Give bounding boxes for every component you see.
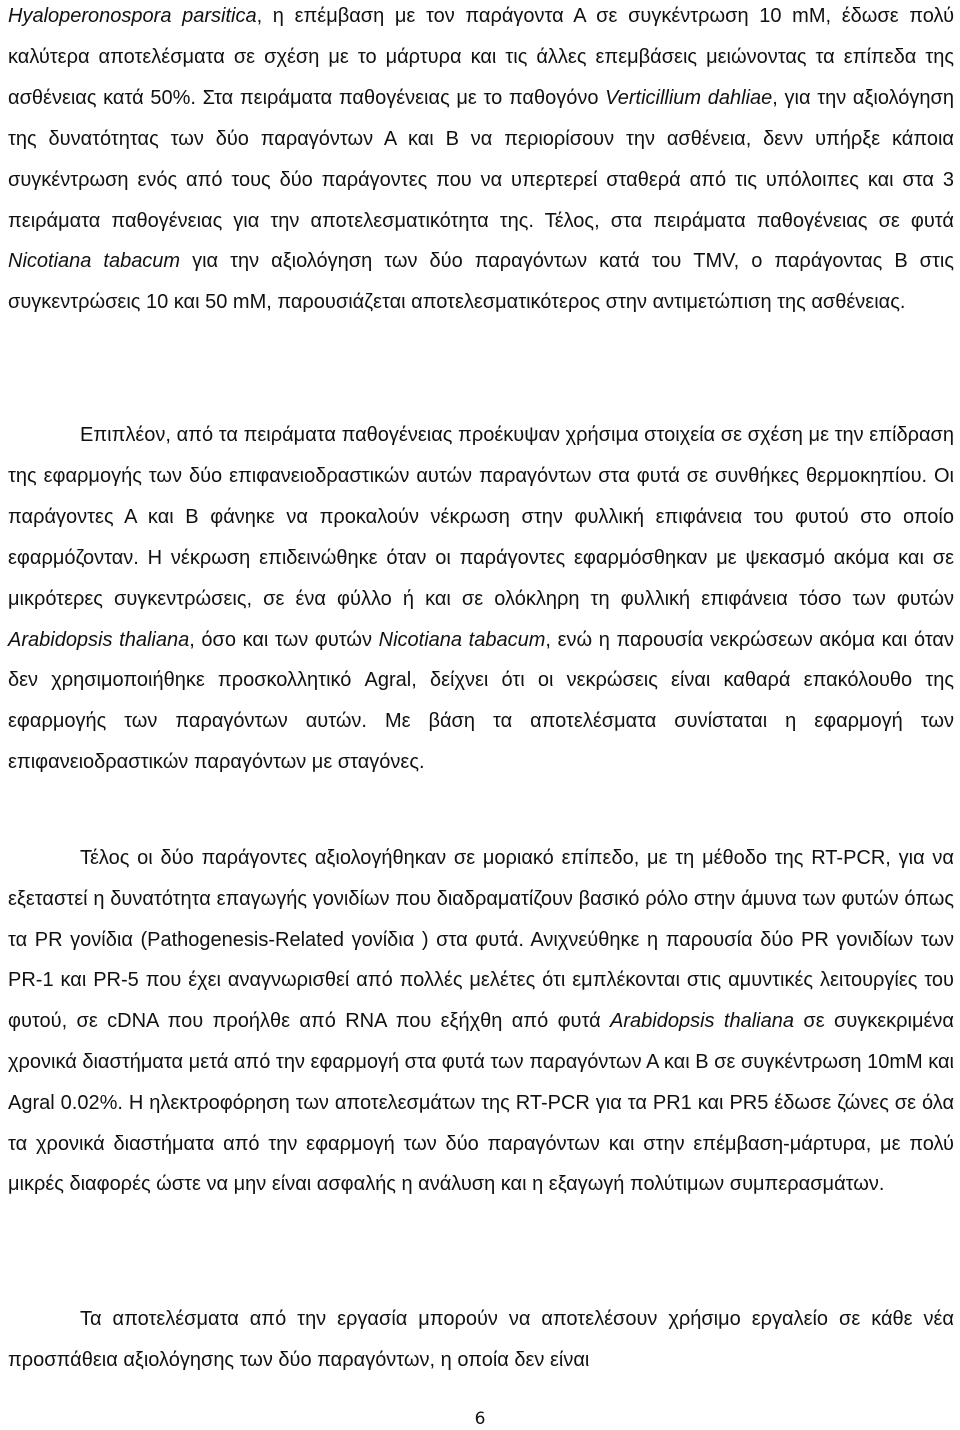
run: , όσο και των φυτών xyxy=(189,628,379,651)
run: Arabidopsis thaliana xyxy=(610,1010,794,1033)
paragraph-greenhouse-effects xyxy=(0,415,960,783)
run: σε συγκεκριμένα χρονικά διαστήματα μετά από την εφαρμογή στα φυτά των παραγόντων Α και Β σε συγκέντρωση 10mM και Agral 0.02%. Η ηλεκτροφόρηση των αποτελεσμάτων της RT-PCR για τα PR1 και PR5 έδωσε ζώνες σε όλα τα χρονικά διαστήματα από την εφαρμογή των δύο παραγόντων και στην επέμβαση-μάρτυρα, με πολύ μικρές διαφορές ώστε να μην είναι ασφαλής η ανάλυση και η εξαγωγή πολύτιμων συμπερασμάτων. xyxy=(8,1010,954,1196)
paragraph-results-pathogenicity xyxy=(0,0,960,323)
page-number: 6 xyxy=(474,1409,486,1429)
run: Nicotiana tabacum xyxy=(8,250,181,273)
paragraph-molecular-rt-pcr xyxy=(0,838,960,1205)
run: για την αξιολόγηση των δύο παραγόντων κατά του TMV, ο παράγοντας Β στις συγκεντρώσεις 10 και 50 mM, παρουσιάζεται αποτελεσματικότερος στην αντιμετώπιση της ασθένειας. xyxy=(8,250,954,314)
run: , η επέμβαση με τον παράγοντα Α σε συγκέντρωση 10 mM, έδωσε πολύ καλύτερα αποτελέσματα σε σχέση με το μάρτυρα και τις άλλες επεμβάσεις μειώνοντας τα επίπεδα της ασθένειας κατά 50%. Στα πειράματα παθογένειας με το παθογόνο xyxy=(8,5,955,109)
run: Τέλος οι δύο παράγοντες αξιολογήθηκαν σε μοριακό επίπεδο, με τη μέθοδο της RT-PCR, για να εξεταστεί η δυνατότητα επαγωγής γονιδίων που διαδραματίζουν βασικό ρόλο στην άμυνα των φυτών όπως τα PR γονίδια (Pathogenesis-Related γονίδια ) στα φυτά. Ανιχνεύθηκε η παρουσία δύο PR γονιδίων των PR-1 και PR-5 που έχει αναγνωρισθεί από πολλές μελέτες ότι εμπλέκονται στις αμυντικές λειτουργίες του φυτού, σε cDNA που προήλθε από RNA που εξήχθη από φυτά xyxy=(8,847,954,1033)
run: Hyaloperonospora parsitica xyxy=(8,5,257,27)
run: Nicotiana tabacum xyxy=(378,628,546,651)
run: , ενώ η παρουσία νεκρώσεων ακόμα και όταν δεν χρησιμοποιήθηκε προσκολλητικό Agral, δείχνει ότι οι νεκρώσεις είναι καθαρά επακόλουθο της εφαρμογής των παραγόντων αυτών. Με βάση τα αποτελέσματα συνίσταται η εφαρμογή των επιφανειοδραστικών παραγόντων με σταγόνες. xyxy=(8,628,954,774)
run: Verticillium dahliae xyxy=(605,86,773,109)
paragraph-conclusion xyxy=(0,1299,960,1381)
run: , για την αξιολόγηση της δυνατότητας των δύο παραγόντων Α και Β να περιορίσουν την ασθένεια, δενν υπήρξε κάποια συγκέντρωση ενός από τους δύο παράγοντες που να υπερτερεί σταθερά από τις υπόλοιπες και στα 3 πειράματα παθογένειας για την αποτελεσματικότητα της. Τέλος, στα πειράματα παθογένειας σε φυτά xyxy=(8,86,955,232)
run: Τα αποτελέσματα από την εργασία μπορούν να αποτελέσουν χρήσιμο εργαλείο σε κάθε νέα προσπάθεια αξιολόγησης των δύο παραγόντων, η οποία δεν είναι xyxy=(8,1308,954,1371)
run: Επιπλέον, από τα πειράματα παθογένειας προέκυψαν χρήσιμα στοιχεία σε σχέση με την επίδραση της εφαρμογής των δύο επιφανειοδραστικών αυτών παραγόντων στα φυτά σε συνθήκες θερμοκηπίου. Οι παράγοντες Α και Β φάνηκε να προκαλούν νέκρωση στην φυλλική επιφάνεια του φυτού στο οποίο εφαρμόζονταν. Η νέκρωση επιδεινώθηκε όταν οι παράγοντες εφαρμόσθηκαν με ψεκασμό ακόμα και σε μικρότερες συγκεντρώσεις, σε ένα φύλλο ή και σε ολόκληρη τη φυλλική επιφάνεια τόσο των φυτών xyxy=(8,424,954,610)
run: Arabidopsis thaliana xyxy=(8,628,190,651)
